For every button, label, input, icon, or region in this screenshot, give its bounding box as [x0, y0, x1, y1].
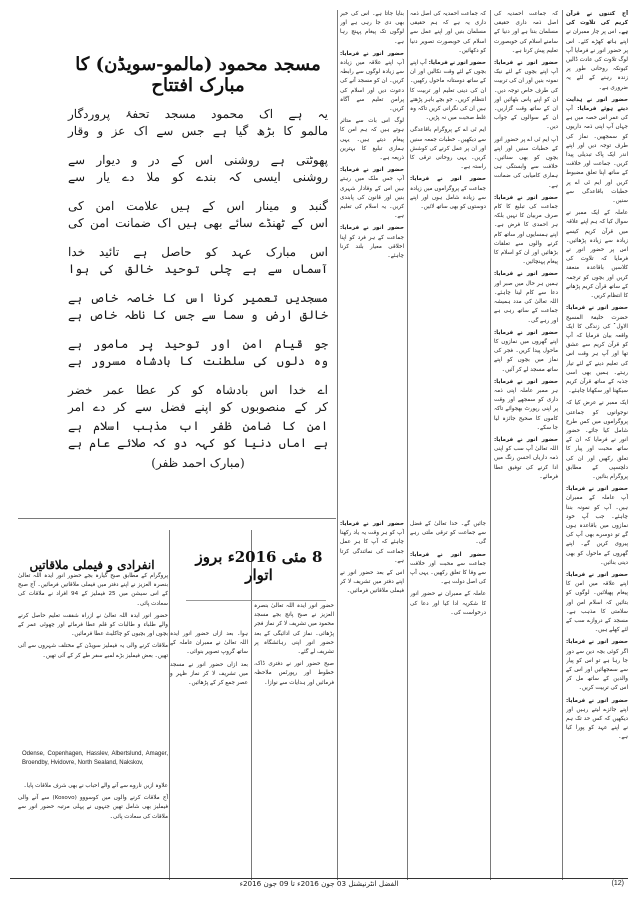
- article-paragraph: [254, 602, 334, 657]
- paragraph-text: ملاقات کرنے والی یہ فیملیز سویڈن کے مختلف شہروں سے آئی تھیں۔ بعض فیملیز بڑے لمبے سفر طے کر کے آئی تھیں۔: [18, 643, 168, 659]
- poem-line: امن کا ضامن ظفر اب مذہب اسلام ہے: [68, 419, 328, 433]
- paragraph-lead: حضور انور نے فرمایا:: [566, 571, 628, 578]
- date-heading: 8 مئی 2016ء بروز اتوار: [195, 548, 323, 584]
- article-paragraph: [566, 485, 628, 568]
- article-paragraph: [340, 569, 404, 597]
- article-paragraph: [340, 520, 404, 566]
- poem-line: اس کے ٹھنڈے سائے بھی ہیں اک ضمانت امن کی: [68, 216, 328, 230]
- paragraph-lead: حضور انور نے فرمایا:: [494, 329, 558, 336]
- paragraph-lead: حضور انور نے فرمایا:: [566, 486, 628, 493]
- article-paragraph: [170, 630, 248, 658]
- article-paragraph: [566, 10, 628, 93]
- article-paragraph: [18, 612, 168, 640]
- paragraph-text: عاملہ کے ممبران نے حضور انور کا شکریہ ادا کیا اور دعا کی درخواست کی۔: [410, 591, 486, 616]
- paragraph-text: صبح حضور انور نے دفتری ڈاک، خطوط اور رپورٹس ملاحظہ فرمائیں اور ہدایات سے نوازا۔: [254, 661, 334, 686]
- paragraph-text: ایک ممبر نے عرض کیا کہ نوجوانوں کو جماعتی پروگراموں میں کس طرح شامل کیا جائے۔ حضور انور نے فرمایا کہ ان کے ساتھ محبت اور پیار کا تعلق رکھیں اور ان کی دلچسپی کے مطابق پروگرام بنائیں۔: [566, 400, 628, 480]
- article-paragraph: [566, 304, 628, 396]
- poem-couplet: [68, 382, 328, 416]
- article-paragraph: [410, 126, 486, 172]
- poem-title: مسجد محمود (مالمو-سویڈن) کا مبارک افتتاح: [75, 54, 321, 96]
- column-divider: [407, 10, 408, 880]
- newspaper-page: [10, 10, 628, 880]
- paragraph-text: جائیں گے۔ خدا تعالیٰ کے فضل سے جماعت کو ترقی ملتی رہے گی۔: [410, 521, 486, 546]
- poem-line: وہ دلوں کی سلطنت کا بادشاہ مسرور ہے: [68, 354, 328, 368]
- article-paragraph: [494, 329, 558, 375]
- poem-line: جو قیام امن اور توحید پر مامور ہے: [68, 337, 328, 351]
- article-paragraph: [566, 571, 628, 635]
- meetings-heading: انفرادی و فیملی ملاقاتیں: [29, 558, 155, 572]
- poem-couplet: [68, 106, 328, 140]
- article-paragraph: [340, 117, 404, 163]
- paragraph-text: حضرت خلیفۃ المسیح الاول ؓ کی زندگی کا ایک واقعہ بیان فرمایا کہ آپ کو قرآن کریم سے عشق تھا اور آپ ہر وقت اس کی تعلیم دینے کے لئے تیار رہتے۔ ہمیں بھی اسی جذبہ کے ساتھ قرآن کریم سیکھنا اور سکھانا چاہئے۔: [566, 314, 628, 395]
- paragraph-lead: حضور انور نے فرمایا:: [340, 167, 404, 174]
- paragraph-text: علاوہ ازیں ناروے سے آنے والے احباب نے بھی شرف ملاقات پایا۔: [23, 783, 168, 789]
- paragraph-lead: حضور انور نے فرمایا:: [494, 436, 558, 443]
- poem-line: ہے اماں دنیا کو کہہ دو کہ صلائے عام ہے: [68, 436, 328, 450]
- article-column-c-lower: [410, 520, 486, 880]
- article-paragraph: [340, 224, 404, 261]
- poem-couplet: [68, 336, 328, 370]
- column-divider: [490, 10, 491, 880]
- paragraph-lead: حضور انور نے فرمایا:: [494, 60, 558, 67]
- paragraph-text: اگر کوئی بچہ دین سے دور جا رہا ہے تو اس کو پیار سے سمجھائیں اور اس کے والدین کے ساتھ مل کر اس کی تربیت کریں۔: [566, 648, 628, 692]
- paragraph-text: اپنے جائزے لیتے رہیں اور دیکھیں کہ کس حد تک ہم نے اپنے عہد کو پورا کیا ہے۔: [566, 706, 628, 741]
- article-paragraph: [494, 10, 558, 56]
- article-paragraph: [410, 10, 486, 56]
- paragraph-text: جماعت کے ہر فرد کو اپنا اخلاقی معیار بلند کرنا چاہئے۔: [340, 234, 404, 260]
- article-paragraph: [566, 209, 628, 301]
- page-footer: [0, 878, 638, 894]
- paragraph-text: کہ جماعت احمدیہ کی اصل ذمہ داری یہ ہے کہ ہم حقیقی مسلمان بنیں اور اپنے عمل سے اسلام کی خوبصورت تصویر دنیا کو دکھائیں۔: [410, 11, 486, 54]
- article-paragraph: [170, 661, 248, 689]
- paragraph-text: آپ ایم ٹی اے پر حضور انور کے خطبات سنیں اور اپنے بچوں کو بھی سنائیں۔ خلافت سے وابستگی ہی ہماری کامیابی کی ضمانت ہے۔: [494, 136, 558, 189]
- poem-line: اس مبارک عہد کو حاصل ہے تائید خدا: [68, 245, 328, 259]
- paragraph-text: ایم ٹی اے کے پروگرام باقاعدگی سے دیکھیں۔ خطبات جمعہ سنیں اور ان پر عمل کرنے کی کوشش کریں۔ یہی روحانی ترقی کا راستہ ہے۔: [410, 127, 486, 171]
- paragraph-text: آپ جس ملک میں رہتے ہیں اس کے وفادار شہری بنیں اور قانون کی پابندی کریں۔ یہ اسلام کی تعلیم ہے۔: [340, 176, 404, 220]
- paragraph-text: اپنے علاقہ میں امن کا پیغام پھیلائیں۔ لوگوں کو بتائیں کہ اسلام امن اور سلامتی کا مذہب ہے۔ مسجد کے دروازے سب کے لئے کھلے ہیں۔: [566, 581, 628, 634]
- paragraph-lead: حضور انور نے فرمایا:: [340, 521, 404, 527]
- poem-couplet: [68, 418, 328, 452]
- article-paragraph: [494, 194, 558, 268]
- section-divider: [18, 518, 336, 519]
- paragraph-text: آپ عاملہ کے ممبران ہیں۔ آپ کو نمونہ بننا چاہئے۔ جب آپ خود نمازوں میں باقاعدہ ہوں گے تو دوسرے بھی آپ کی پیروی کریں گے۔ اپنے گھروں کے ماحول کو بھی دینی بنائیں۔: [566, 495, 628, 566]
- paragraph-lead: حضور انور نے فرمایا:: [426, 60, 486, 67]
- poem-line: مالمو کا بڑھ گیا ہے جس سے اک عز و وقار: [68, 124, 328, 138]
- article-column-c: [410, 10, 486, 510]
- paragraph-lead: حضور انور نے فرمایا:: [566, 697, 628, 704]
- paragraph-text: حضور انور ایدہ اللہ تعالیٰ نے ازراہ شفقت تعلیم حاصل کرنے والے طلباء و طالبات کو قلم عطا فرمائے اور چھوٹی عمر کے بچوں اور بچیوں کو چاکلیٹ عطا فرمائیں۔: [18, 612, 168, 638]
- article-paragraph: [410, 590, 486, 618]
- paragraph-lead: حضور انور نے فرمایا:: [340, 225, 404, 232]
- paragraph-text: جماعت کے پروگراموں میں زیادہ سے زیادہ شامل ہوں اور اپنے دوستوں کو بھی ساتھ لائیں۔: [410, 185, 486, 211]
- article-column-f: [170, 630, 248, 880]
- poem-couplet: [68, 152, 328, 186]
- poem-line: مسجدیں تعمیر کرنا اس کا خاصہ خاص ہے: [68, 291, 328, 305]
- article-paragraph: [494, 136, 558, 191]
- article-paragraph: [18, 794, 168, 822]
- paragraph-text: آپ کی عمر اس حصہ میں ہے جہاں آپ اپنی ذمہ داریوں کو سمجھیں۔ نماز کی طرف توجہ دیں اور اپنے اندر ایک پاک تبدیلی پیدا کریں۔ جماعت اور خلافت کے ساتھ اپنا تعلق مضبوط کریں اور ایم ٹی اے پر خطبات باقاعدگی سے سنیں۔: [566, 106, 628, 205]
- poem-line: کر کے منصوبوں کو اپنے فضل سے کر دے امر: [68, 400, 328, 414]
- paragraph-lead: حضور انور نے فرمایا:: [340, 50, 404, 57]
- paragraph-text: عاملہ کے ایک ممبر نے سوال کیا کہ ہم اپنے علاقہ میں قرآن کریم کیسے زیادہ سے زیادہ پڑھائیں۔ اس پر حضور انور نے فرمایا کہ تلاوت کی کلاسیں باقاعدہ منعقد کریں اور بچوں کو ترجمہ کے ساتھ قرآن کریم پڑھانے کا انتظام کریں۔: [566, 210, 628, 300]
- poem-line: گنبد و مینار اس کے ہیں علامت امن کی: [68, 199, 328, 213]
- paragraph-text: جماعت سے محبت اور خلافت سے وفا کا تعلق رکھیں۔ یہی آپ کی اصل دولت ہے۔: [410, 560, 486, 586]
- paragraph-text: حضور انور ایدہ اللہ تعالیٰ بنصرہ العزیز نے صبح پانچ بجے مسجد محمود میں تشریف لا کر نماز فجر پڑھائی۔ نماز کی ادائیگی کے بعد حضور انور اپنی رہائشگاہ پر تشریف لے گئے۔: [254, 603, 334, 656]
- article-paragraph: [566, 399, 628, 482]
- paragraph-text: ہمیں ہر حال میں صبر اور دعا سے کام لینا چاہئے۔ اللہ تعالیٰ کی مدد ہمیشہ جماعت کے ساتھ رہی ہے اور رہے گی۔: [494, 280, 558, 324]
- paragraph-text: لوگ اس بات سے متاثر ہوتے ہیں کہ ہم امن کا پیغام دیتے ہیں۔ یہی ہماری تبلیغ کا بہترین ذریعہ ہے۔: [340, 118, 404, 162]
- paragraph-text: اپنے گھروں میں نمازوں کا ماحول پیدا کریں۔ فجر کی نماز میں بچوں کو اپنے ساتھ مسجد لے کر آئیں۔: [494, 338, 558, 373]
- article-paragraph: [340, 166, 404, 221]
- paragraph-text: اس پر چار ممبران نے اپنے ہاتھ کھڑے کئے۔ اس پر حضور انور نے فرمایا آپ لوگ تلاوت کی عادت ڈالیں کیونکہ روحانی طور پر زندہ رہنے کے لئے یہ ضروری ہے۔: [566, 29, 628, 91]
- article-paragraph: [18, 782, 168, 791]
- paragraph-lead: حضور انور نے فرمایا:: [410, 551, 486, 558]
- article-paragraph: [18, 642, 168, 660]
- article-column-b: [494, 10, 558, 880]
- column-divider: [562, 10, 563, 880]
- article-paragraph: [254, 660, 334, 688]
- poem-line: خالق ارض و سما سے جس کا ناطہ خاص ہے: [68, 308, 328, 322]
- paragraph-lead: آج کتنوں نے قرآن کریم کی تلاوت کی ہے۔: [566, 11, 628, 36]
- paragraph-lead: حضور انور نے فرمایا:: [566, 305, 628, 312]
- paragraph-lead: حضور انور نے فرمایا:: [410, 176, 486, 183]
- paragraph-text: ہر ممبر عاملہ اپنی ذمہ داری کو سمجھے اور وقت پر اپنی رپورٹ بھجوائے تاکہ کاموں کا صحیح جائزہ لیا جا سکے۔: [494, 387, 558, 431]
- paragraph-lead: حضور انور نے فرمایا:: [566, 639, 628, 646]
- paragraph-lead: حضور انور نے فرمایا:: [494, 194, 558, 201]
- article-paragraph: [340, 50, 404, 114]
- paragraph-text: ہوا۔ بعد ازاں حضور انور ایدہ اللہ تعالیٰ نے ممبران عاملہ کے ساتھ گروپ تصویر بنوائی۔: [170, 631, 248, 656]
- article-paragraph: [340, 10, 404, 47]
- article-paragraph: [18, 572, 168, 609]
- column-divider: [337, 10, 338, 880]
- poem-line: آسماں سے ہے چلی توحید خالق کی ہوا: [68, 262, 328, 276]
- poem-couplet: [68, 198, 328, 232]
- issue-date: الفضل انٹرنیشنل 03 جون 2016ء تا 09 جون 2016ء: [239, 879, 399, 888]
- paragraph-text: آپ اپنے بچوں کے لئے وقت نکالیں اور ان کے ساتھ دوستانہ ماحول رکھیں۔ ان کی دینی تعلیم اور تربیت کا انتظام کریں۔ جو بچے باہر پڑھتے ہیں ان کی نگرانی کریں تاکہ وہ غلط صحبت میں نہ پڑیں۔: [410, 60, 486, 122]
- article-paragraph: [566, 697, 628, 743]
- paragraph-text: جماعت کی تبلیغ کا کام صرف مربیان کا نہیں بلکہ ہر احمدی کا فرض ہے۔ اپنے ہمسایوں اور ساتھ کام کرنے والوں سے تعلقات بڑھائیں اور ان کو اسلام کا پیغام پہنچائیں۔: [494, 204, 558, 266]
- article-paragraph: [410, 175, 486, 212]
- paragraph-text: پروگرام کے مطابق صبح گیارہ بجے حضور انور ایدہ اللہ تعالیٰ بنصرہ العزیز نے اپنے دفتر میں فیملی ملاقاتیں فرمائیں۔ آج صبح کے اس سیشن میں 25 فیملیز کے 94 افراد نے ملاقات کی سعادت پائی۔: [18, 573, 168, 607]
- paragraph-text: کہ جماعت احمدیہ کی اصل ذمہ داری حقیقی مسلمان بننا ہے اور دنیا کے سامنے اسلام کی خوبصورت تعلیم پیش کرنا ہے۔: [494, 11, 558, 54]
- paragraph-text: بعد ازاں حضور انور نے مسجد میں تشریف لا کر نماز ظہر و عصر جمع کر کے پڑھائیں۔: [170, 661, 248, 687]
- paragraph-text: آج ملاقات کرنے والوں میں کوسووو (Kosovo) سے آنے والی فیملیز بھی شامل تھیں جنہوں نے پہلی مرتبہ حضور انور سے ملاقات کی سعادت پائی۔: [18, 795, 168, 820]
- article-column-d-lower: [340, 520, 404, 880]
- article-paragraph: [410, 59, 486, 123]
- paragraph-text: آپ اپنے بچوں کے لئے نیک نمونہ بنیں اور ان کی تربیت کی طرف خاص توجہ دیں۔ ان کو اپنے پاس بٹھائیں اور ان کے ساتھ وقت گزاریں۔ ان کے سوالوں کے جواب دیں۔: [494, 69, 558, 131]
- article-column-a: [566, 10, 628, 880]
- paragraph-lead: حضور انور نے ہدایت دیتے ہوئے فرمایا:: [566, 96, 628, 113]
- paragraph-text: بنایا جاتا ہے۔ اس کی خبر بھی دی جا رہی ہے اور لوگوں تک پیغام پہنچ رہا ہے۔: [340, 11, 404, 45]
- paragraph-lead: حضور انور نے فرمایا:: [494, 378, 558, 385]
- article-paragraph: [494, 436, 558, 482]
- article-paragraph: [410, 520, 486, 548]
- article-paragraph: [494, 59, 558, 133]
- poem-attribution: (مبارک احمد ظفر): [151, 456, 245, 470]
- poem-block: [68, 54, 328, 494]
- article-column-d: [340, 10, 404, 510]
- article-paragraph: [566, 638, 628, 693]
- city-list: Odense, Copenhagen, Hasslev, Albertslund, Amager, Broendby, Hvidovre, North Sealand, Nakskov,: [22, 751, 168, 766]
- article-paragraph: [494, 270, 558, 325]
- article-paragraph: [410, 551, 486, 588]
- poem-line: پھوٹتی ہے روشنی اس کے در و دیوار سے: [68, 153, 328, 167]
- article-paragraph: [566, 96, 628, 206]
- paragraph-text: آپ کو ہر وقت یہ یاد رکھنا چاہئے کہ آپ کا ہر عمل جماعت کی نمائندگی کرتا ہے۔: [340, 530, 404, 564]
- article-paragraph: [494, 378, 558, 433]
- article-column-g-tail: [18, 782, 168, 880]
- poem-line: یہ ہے اک محمود مسجد تحفۂ پروردگار: [68, 107, 328, 121]
- paragraph-text: آپ اپنے علاقہ میں زیادہ سے زیادہ لوگوں سے رابطہ کریں۔ ان کو مسجد آنے کی دعوت دیں اور اسلام کی پرامن تعلیم سے آگاہ کریں۔: [340, 60, 404, 113]
- poem-couplet: [68, 290, 328, 324]
- poem-line: اے خدا اس بادشاہ کو کر عطا عمر خضر: [68, 383, 328, 397]
- paragraph-text: اللہ تعالیٰ آپ سب کو اپنی ذمہ داریاں احسن رنگ میں ادا کرنے کی توفیق عطا فرمائے۔: [494, 446, 558, 480]
- poem-line: روشنی ایسی کہ بندے کو ملا دے یار سے: [68, 170, 328, 184]
- paragraph-lead: حضور انور نے فرمایا:: [494, 271, 558, 278]
- page-number: (12): [611, 880, 624, 887]
- paragraph-text: اس کے بعد حضور انور نے اپنے دفتر میں تشریف لا کر فیملی ملاقاتیں فرمائیں۔: [340, 570, 404, 595]
- poem-couplet: [68, 244, 328, 278]
